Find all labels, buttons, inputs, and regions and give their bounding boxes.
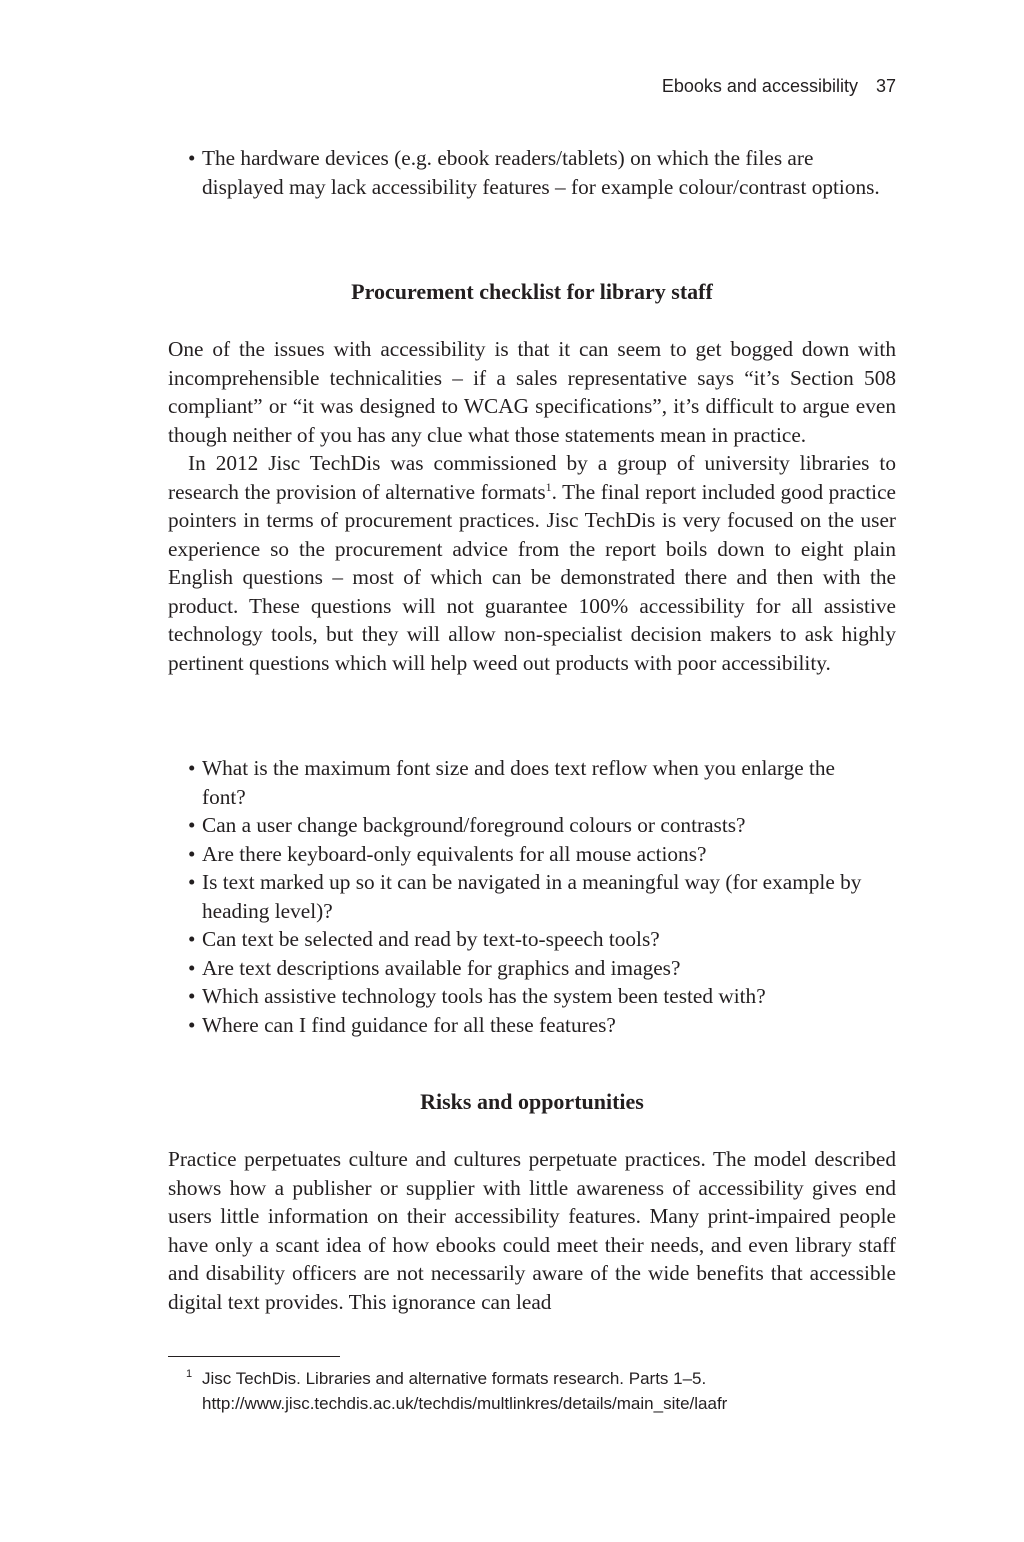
list-item [168,840,862,869]
list-item [168,954,862,983]
list-item [168,868,862,925]
list-item [168,1011,862,1040]
list-item-text: Can a user change background/foreground colours or contrasts? [202,813,746,837]
list-item [168,982,862,1011]
bullet-glyph: • [188,841,196,866]
list-item [168,811,862,840]
list-item-text: What is the maximum font size and does text reflow when you enlarge the font? [202,756,836,809]
section-heading-procurement: Procurement checklist for library staff [351,279,713,304]
section-body-risks [168,1145,896,1316]
list-item-text: Is text marked up so it can be navigated in a meaningful way (for example by heading level)? [202,870,862,923]
paragraph: One of the issues with accessibility is that it can seem to get bogged down with incomprehensible technicalities – if a sales representative says “it’s Section 508 compliant” or “it was designed to WCAG specifications”, it’s difficult to argue even though neither of you has any clue what those statements mean in practice. [168,337,896,447]
list-item-text: Are text descriptions available for graphics and images? [202,955,681,980]
list-item-text: Which assistive technology tools has the system been tested with? [202,984,766,1008]
footnote-mark: 1 [186,1368,193,1380]
list-item-text: Are there keyboard-only equivalents for all mouse actions? [202,841,707,866]
paragraph: Practice perpetuates culture and cultures perpetuate practices. The model described shows how a publisher or supplier with little awareness of accessibility gives end users little information on their accessibility features. Many print-impaired people have only a scant idea of how ebooks could meet their needs, and even library staff and disability officers are not necessarily aware of the wide benefits that accessible digital text provides. This ignorance can lead [168,1147,896,1314]
running-head [662,76,896,97]
bullet-glyph: • [188,955,196,980]
page-number: 37 [875,76,896,96]
bullet-glyph: • [188,1012,196,1037]
footnote-divider [168,1356,340,1357]
bullet-glyph: • [188,813,196,837]
footnote-text[interactable]: Jisc TechDis. Libraries and alternative formats research. Parts 1–5. http://www.jisc.techdis.ac.uk/techdis/multlinkres/details/main_site/laafr [202,1369,728,1413]
list-item [168,754,862,811]
list-item-text: The hardware devices (e.g. ebook readers/tablets) on which the files are displayed may lack accessibility features – for example colour/contrast options. [202,146,880,199]
list-item-text: Where can I find guidance for all these features? [202,1012,616,1037]
footnote-reference[interactable]: 1 [545,479,552,494]
paragraph-text: . The final report included good practice pointers in terms of procurement practices. Jisc TechDis is very focused on the user experience so the procurement advice from the report boils down to eight plain English questions – most of which can be demonstrated there and then with the product. These questions will not guarantee 100% accessibility for all assistive technology tools, but they will allow non-specialist decision makers to ask highly pertinent questions which will help weed out products with poor accessibility. [168,479,896,675]
paragraph [168,449,896,677]
footnote [186,1366,896,1416]
section-heading-risks: Risks and opportunities [420,1089,644,1114]
list-item-text: Can text be selected and read by text-to-speech tools? [202,927,660,951]
bullet-glyph: • [188,927,196,951]
paragraph-text: In 2012 Jisc TechDis was commissioned by a group of university libraries to research the provision of alternative formats [168,451,896,504]
list-item [168,925,862,954]
running-head-title: Ebooks and accessibility [661,76,858,96]
list-item [168,144,896,201]
bullet-glyph: • [188,146,196,170]
bullet-glyph: • [188,984,196,1008]
bullet-glyph: • [188,756,196,780]
bullet-glyph: • [188,870,196,894]
top-bullet-list [168,144,896,201]
question-list [168,754,896,1039]
section-body-procurement [168,335,896,677]
